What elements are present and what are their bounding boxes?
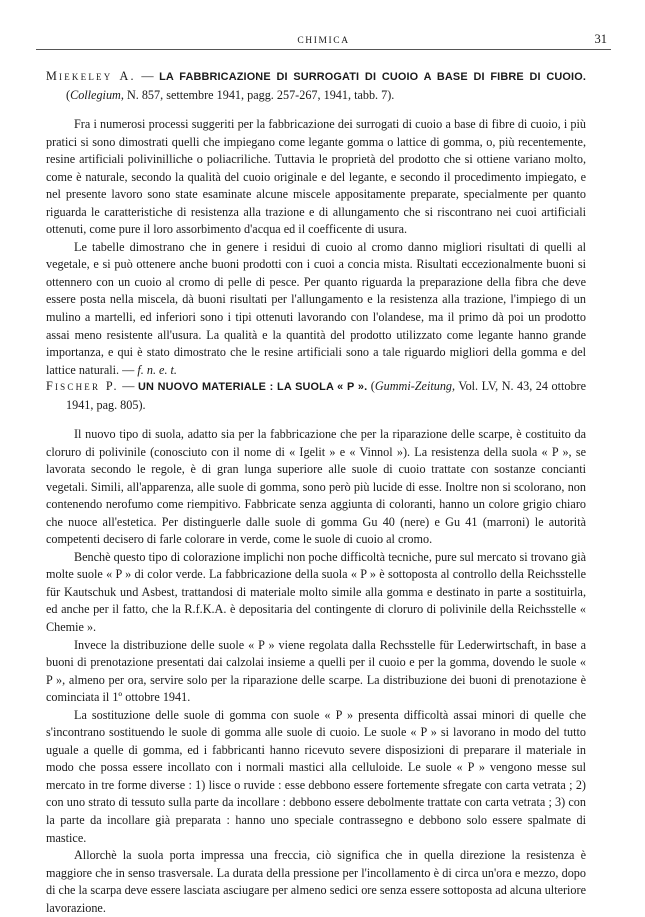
source-open: ( [66, 87, 71, 102]
paragraph: La sostituzione delle suole di gomma con suole « P » presenta difficoltà assai minori di quelle che s'incontrano sostituendo le suole di gomma alle suole di cuoio. Le suole « P » si lavorano in modo del tutto uguale a quelle di gomma, ed i fabbricanti hanno ricevuto severe disposizioni di preparare il materiale in modo che possa essere incollato con i normali mastici alla celluloide. Le suole « P » vengono messe sul mercato in tre forme diverse : 1) lisce o ruvide : esse debbono essere fortemente sfregate con carta vetrata ; 2) con uno strato di tessuto sulla parte da incollare : debbono essere debolmente trattate con carta vetrata ; 3) con la parte da incollare già preparata : hanno uno speciale contrassegno e debbono solo essere spalmate di mastice. [46, 707, 586, 845]
source-details: Vol. LV, N. 43, 24 ottobre 1941, pag. 805). [66, 379, 586, 412]
source-open: ( [367, 379, 375, 393]
article-author: Fischer P. [46, 379, 119, 393]
paragraph-text: Le tabelle dimostrano che in genere i residui di cuoio al cromo danno migliori risultati di quelli al vegetale, e si può ottenere anche buoni prodotti con i cuoi a concia mista. Risultati eccezionalmente buoni si ottennero con un cuoio al cromo di pelle di pesce. Per quanto riguarda la preparazione della fibra che deve essere posta nella miscela, dà buoni risultati per l'allungamento e la resistenza alla trazione, l'impiego di un mulino a martelli, ed inferiori sono i tipi ottenuti lavorando con l'olandese, ma il primo dà poi un prodotto assai meno resistente all'usura. La qualità e la quantità del prodotto utilizzato come legante hanno grande importanza, e qui è stato dimostrato che le resine artificiali sono a tale riguardo migliori della gomma e del lattice naturali. [46, 239, 586, 377]
running-title: CHIMICA [297, 36, 350, 46]
paragraph: Il nuovo tipo di suola, adatto sia per la fabbricazione che per la riparazione delle scarpe, è costituito da cloruro di polivinile (conosciuto con il nome di « Igelit » e « Vinnol »). La resistenza della suola « P », se lavorata secondo le regole, è di gran lunga superiore alle suole di cuoio trattate con sostanze concianti vegetali. Simili, all'apparenza, alle suole di gomma, sono però più lucide di esse. Inoltre non si scolorano, non contenendo nerofumo come riempitivo. Fabbricate senza aggiunta di coloranti, hanno un colore grigio chiaro che nuoce all'estetica. Per distinguerle dalle suole di gomma Gu 40 (nere) e Gu 41 (marroni) le autorità competenti decisero di farle colorare in verde, come le suole di cuoio al cromo. [46, 427, 586, 547]
article-title: LA FABBRICAZIONE DI SURROGATI DI CUOIO A BASE DI FIBRE DI CUOIO. [159, 71, 587, 83]
page-number: 31 [594, 32, 607, 46]
page-header [36, 27, 611, 50]
paragraph-with-signature: Le tabelle dimostrano che in genere i residui di cuoio al cromo danno migliori risultati di quelli al vegetale, e si può ottenere anche buoni prodotti con i cuoi a concia mista. Risultati eccezionalmente buoni si ottennero con un cuoio al cromo di pelle di pesce. Per quanto riguarda la preparazione della fibra che deve essere posta nella miscela, dà buoni risultati per l'allungamento e la resistenza alla trazione, l'impiego di un mulino a martelli, ed inferiori sono i tipi ottenuti lavorando con l'olandese, ma il primo dà poi un prodotto assai meno resistente all'usura. La qualità e la quantità del prodotto utilizzato come legante hanno grande importanza, e qui è stato dimostrato che le resine artificiali sono a tale riguardo migliori della gomma e del lattice naturali. — f. n. e. t. [46, 239, 586, 377]
article-author: Miekeley A. [46, 69, 136, 83]
article-heading [46, 68, 586, 104]
article-title: UN NUOVO MATERIALE : LA SUOLA « P ». [137, 381, 368, 393]
paragraph: Fra i numerosi processi suggeriti per la fabbricazione dei surrogati di cuoio a base di fibre di cuoio, i più pratici si sono dimostrati quelli che impiegano come legante gomma o lattice di gomma, o, più recentemente, resine artificiali polivinilliche o poliacriliche. Tuttavia le proprietà del prodotto che si ottiene variano molto, come è naturale, secondo la qualità del cuoio originale e del legante, e secondo il procedimento impiegato, e nel presente lavoro sono state esaminate alcune miscele appositamente preparate, specialmente per quanto riguarda le caratteristiche di resistenza alla trazione e di allungamento che si riscontrano nei cuoi artificiali ottenuti, come pure il loro assorbimento d'acqua ed il coefficente di usura. [46, 117, 586, 237]
heading-dash: — [118, 379, 138, 393]
article-miekeley [46, 68, 586, 379]
source-journal: Collegium, [70, 87, 124, 102]
paragraph: Allorchè la suola porta impressa una freccia, ciò significa che in quella direzione la resistenza è maggiore che in senso trasversale. La durata della pressione per l'incollamento è di circa un'ora e mezzo, dopo di che la scarpa deve essere lasciata asciugare per almeno sedici ore senza essere sottoposta ad alcuna ulteriore lavorazione. [46, 848, 586, 915]
article-heading [46, 378, 586, 414]
abstract-signature: f. n. e. t. [137, 362, 177, 377]
paragraph: Benchè questo tipo di colorazione implichi non poche difficoltà tecniche, pure sul mercato si trovano già molte suole « P » di color verde. La fabbricazione della suola « P » è sottoposta al controllo della Reichsstelle für Kautschuk und Asbest, trattandosi di materiale molto simile alla gomma e destinato in parte a sostituirla, ed anche per il fatto, che la R.f.K.A. è depositaria del contingente di cloruro di polivinile della Reichsstelle « Chemie ». [46, 549, 586, 635]
source-details: N. 857, settembre 1941, pagg. 257-267, 1941, tabb. 7). [123, 87, 395, 102]
article-fischer [46, 378, 586, 917]
source-journal: Gummi-Zeitung, [374, 379, 456, 393]
heading-dash: — [135, 69, 160, 83]
paragraph: Invece la distribuzione delle suole « P » viene regolata dalla Rechsstelle für Lederwirtschaft, in base a buoni di prenotazione presentati dai calzolai insieme a quelli per il cuoio e per la gomma, dovendo le suole « P », almeno per ora, servire solo per la riparazione delle scarpe. La distribuzione dei buoni di prenotazione è cominciata il 1º ottobre 1941. [46, 637, 586, 705]
